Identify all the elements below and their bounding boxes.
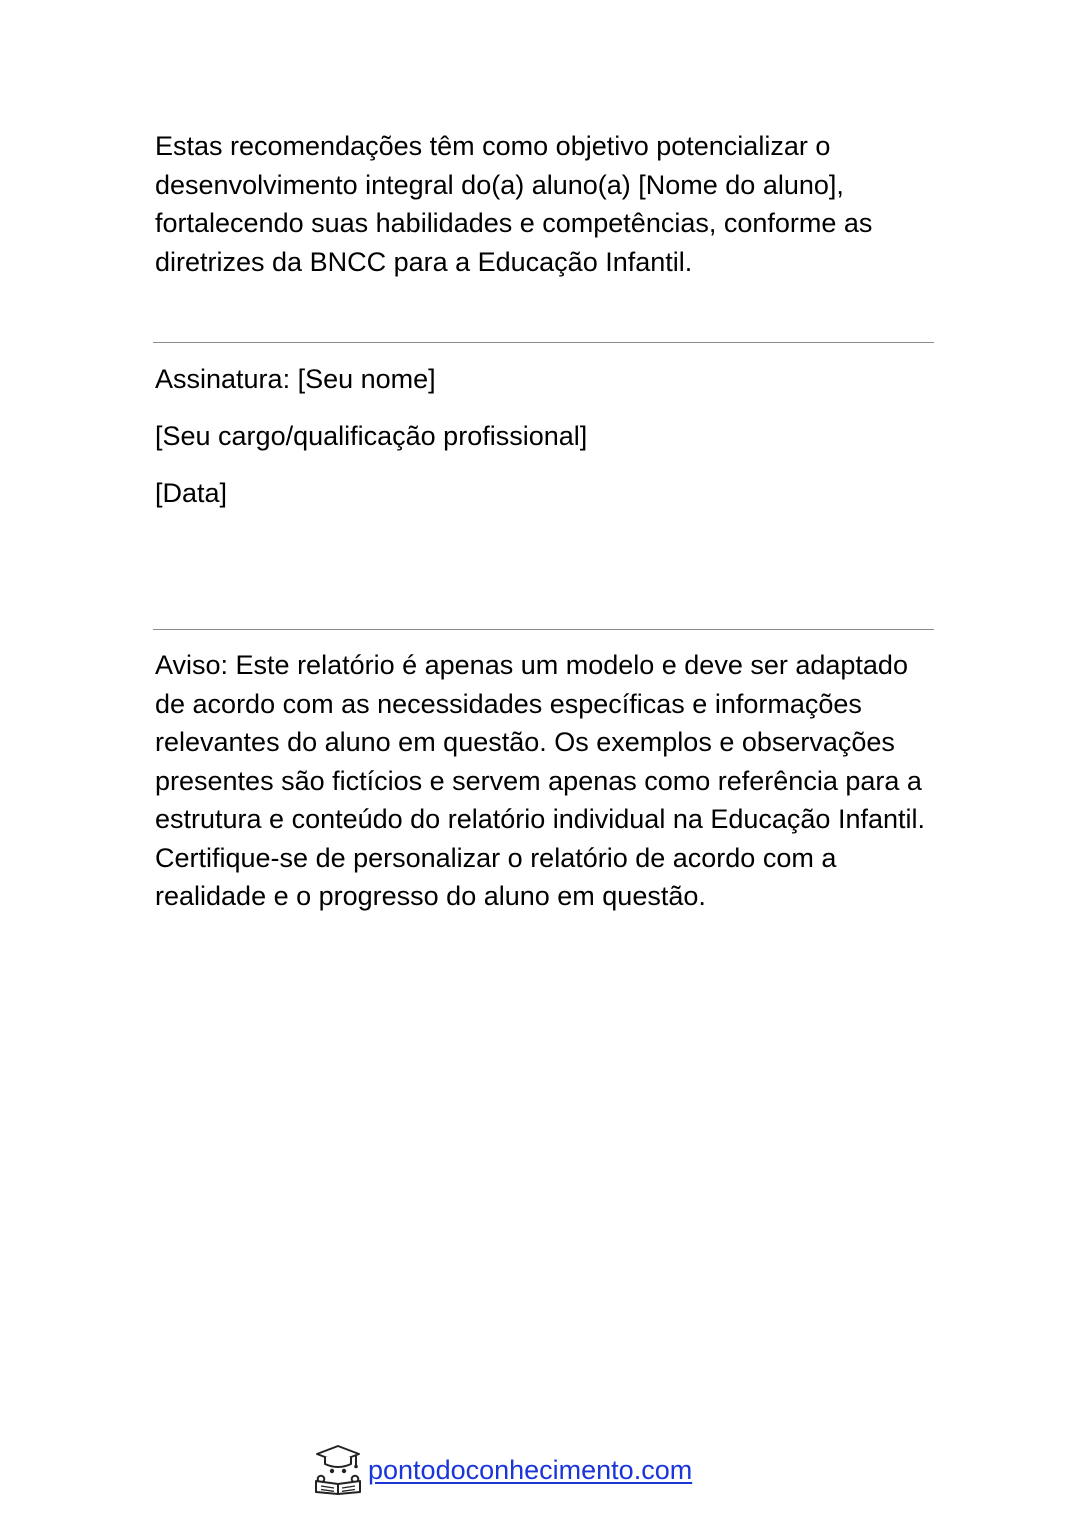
graduate-book-icon: [312, 1443, 364, 1495]
signature-role-line: [Seu cargo/qualificação profissional]: [155, 421, 588, 451]
divider-bottom: [153, 629, 934, 630]
signature-name-line: Assinatura: [Seu nome]: [155, 364, 436, 394]
footer: [312, 1443, 692, 1495]
divider-top: [153, 342, 934, 343]
website-link[interactable]: pontodoconhecimento.com: [368, 1455, 693, 1485]
intro-paragraph: Estas recomendações têm como objetivo potencializar o desenvolvimento integral do(a) aluno(a) [Nome do aluno], fortalecendo suas habilidades e competências, conforme as diretrizes da BNCC para a Educação Infantil.: [155, 131, 873, 277]
notice-paragraph: Aviso: Este relatório é apenas um modelo e deve ser adaptado de acordo com as necessidades específicas e informações relevantes do aluno em questão. Os exemplos e observações presentes são fictícios e servem apenas como referência para a estrutura e conteúdo do relatório individual na Educação Infantil. Certifique-se de personalizar o relatório de acordo com a realidade e o progresso do aluno em questão.: [155, 650, 926, 911]
signature-date-line: [Data]: [155, 478, 228, 508]
